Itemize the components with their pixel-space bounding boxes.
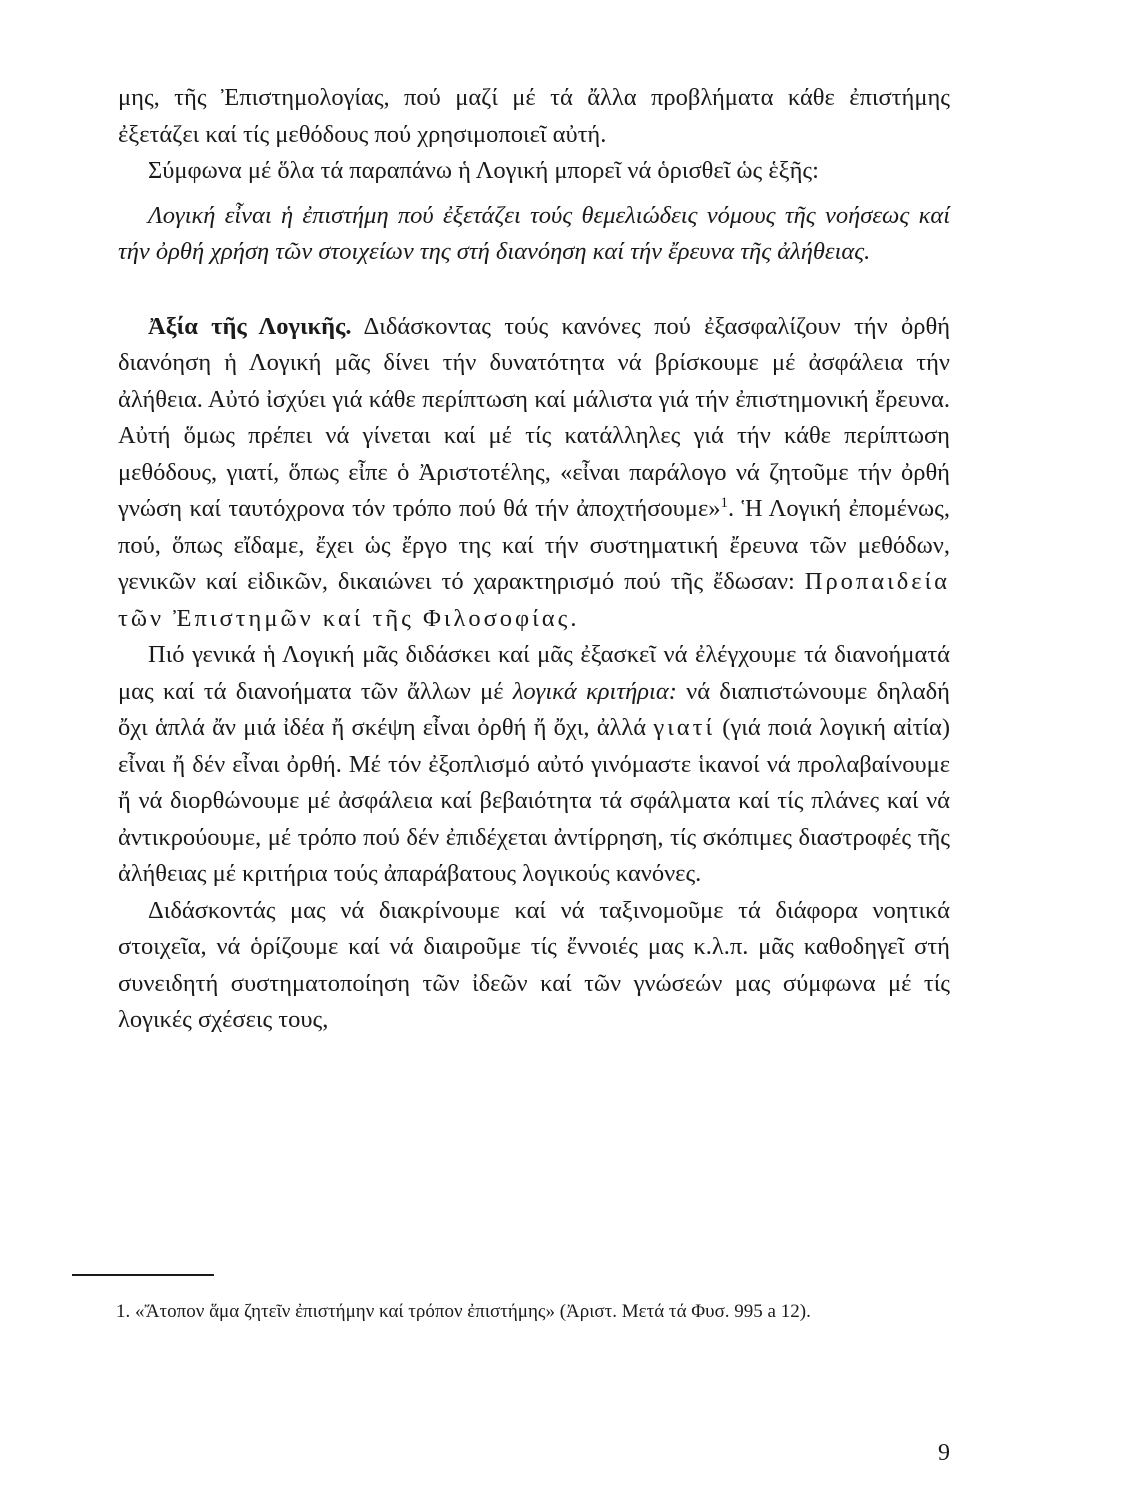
footnote-reference: 1 [720,494,728,511]
section-paragraph [118,309,950,638]
paragraph-definition-intro: Σύμφωνα μέ ὅλα τά παραπάνω ἡ Λογική μπορεῖ νά ὁρισθεῖ ὡς ἑξῆς: [148,157,819,184]
paragraph-3c: (γιά ποιά λογική αἰτία) εἶναι ἤ δέν εἶναι ὀρθή. Μέ τόν ἐξοπλισμό αὐτό γινόμαστε ἱκανοί νά προλαβαίνουμε ἤ νά διορθώνουμε μέ ἀσφάλεια καί βεβαιότητα τά σφάλματα καί τίς πλάνες καί νά ἀντικρούουμε, μέ τρόπο πού δέν ἐπιδέχεται ἀντίρρηση, τίς σκόπιμες διαστροφές τῆς ἀλήθειας μέ κριτήρια τούς ἀπαράβατους λογικούς κανόνες. [118,714,951,887]
paragraph-3-italic: λογικά κριτήρια: [512,677,677,705]
footnote: 1. «Ἄτοπον ἅμα ζητεῖν ἐπιστήμην καί τρόπον ἐπιστήμης» (Ἀριστ. Μετά τά Φυσ. 995 a 12). [116,1301,811,1322]
main-text [118,80,950,1039]
paragraph-3-spaced: γιατί [653,714,716,741]
section-heading: Ἀξία τῆς Λογικῆς. [148,312,352,340]
footnote-divider [72,1274,214,1276]
page-number: 9 [938,1440,950,1466]
section-spaced-title: Προπαιδεία τῶν Ἐπιστημῶν καί τῆς Φιλοσοφίας [118,568,950,632]
paragraph-classification: Διδάσκοντάς μας νά διακρίνουμε καί νά ταξινομοῦμε τά διάφορα νοητικά στοιχεῖα, νά ὁρίζουμε καί νά διαιροῦμε τίς ἔννοιές μας κ.λ.π. μᾶς καθοδηγεῖ στή συνειδητή συστηματοποίηση τῶν ἰδεῶν καί τῶν γνώσεών μας σύμφωνα μέ τίς λογικές σχέσεις τους, [118,896,950,1033]
paragraph-3b: νά διαπιστώνουμε δηλαδή ὄχι ἁπλά ἄν μιά ἰδέα ἤ σκέψη εἶναι ὀρθή ἤ ὄχι, ἀλλά [118,677,950,741]
paragraph-continued: μης, τῆς Ἐπιστημολογίας, πού μαζί μέ τά ἄλλα προβλήματα κάθε ἐπιστήμης ἐξετάζει καί τίς μεθόδους πού χρησιμοποιεῖ αὐτή. [118,84,950,148]
paragraph-logical-criteria [118,637,950,893]
definition-paragraph: Λογική εἶναι ἡ ἐπιστήμη πού ἐξετάζει τούς θεμελιώδεις νόμους τῆς νοήσεως καί τήν ὀρθή χρήση τῶν στοιχείων της στή διανόηση καί τήν ἔρευνα τῆς ἀλήθειας. [118,201,950,265]
section-text-1: Διδάσκοντας τούς κανόνες πού ἐξασφαλίζουν τήν ὀρθή διανόηση ἡ Λογική μᾶς δίνει τήν δυνατότητα νά βρίσκουμε μέ ἀσφάλεια τήν ἀλήθεια. Αὐτό ἰσχύει γιά κάθε περίπτωση καί μάλιστα γιά τήν ἐπιστημονική ἔρευνα. Αὐτή ὅμως πρέπει νά γίνεται καί μέ τίς κατάλληλες γιά τήν κάθε περίπτωση μεθόδους, γιατί, ὅπως εἶπε ὁ Ἀριστοτέλης, «εἶναι παράλογο νά ζητοῦμε τήν ὀρθή γνώση καί ταυτόχρονα τόν τρόπο πού θά τήν ἀποχτήσουμε» [118,312,951,522]
section-text-2: . Ἡ Λογική ἐπομένως, πού, ὅπως εἴδαμε, ἔχει ὡς ἔργο της καί τήν συστηματική ἔρευνα τῶν μεθόδων, γενικῶν καί εἰδικῶν, δικαιώνει τό χαρακτηρισμό πού τῆς ἔδωσαν: [118,495,950,595]
section-text-end: . [570,604,577,632]
paragraph-3a: Πιό γενικά ἡ Λογική μᾶς διδάσκει καί μᾶς ἐξασκεῖ νά ἐλέγχουμε τά διανοήματά μας καί τά διανοήματα τῶν ἄλλων μέ [118,641,950,705]
